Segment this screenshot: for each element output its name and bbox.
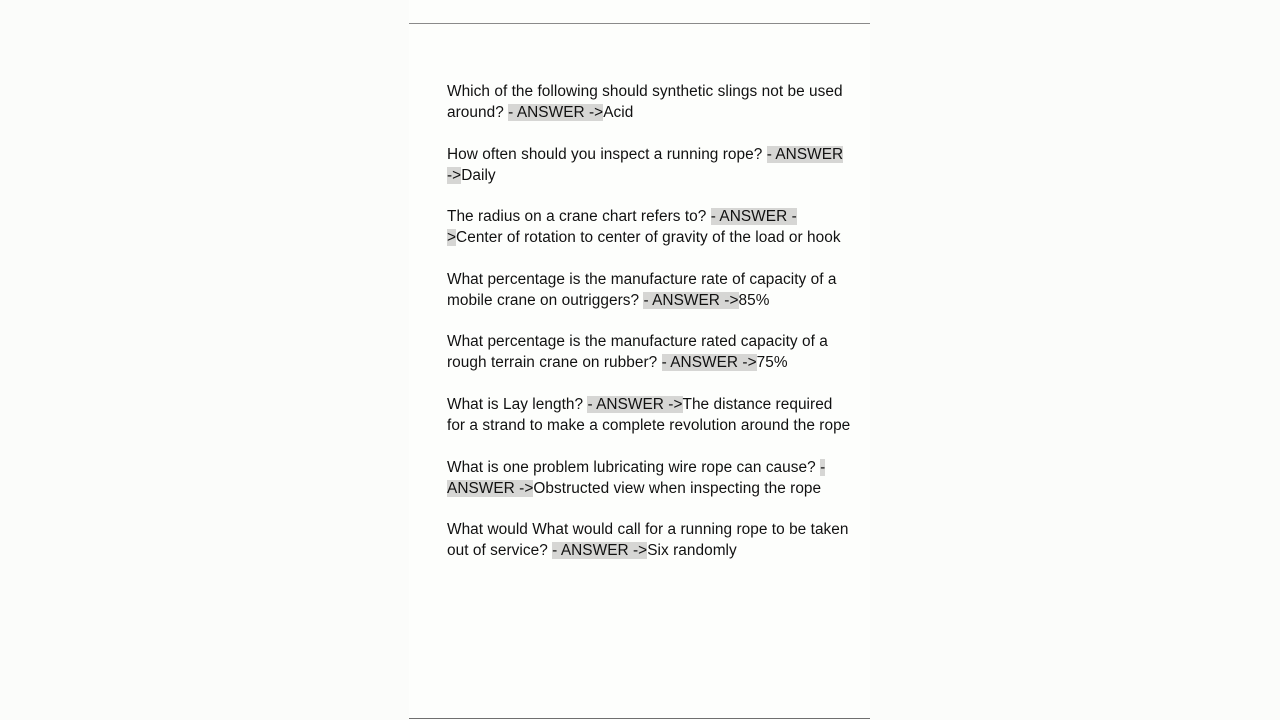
qa-item	[447, 520, 852, 562]
answer-marker: - ANSWER ->	[447, 208, 797, 247]
answer-text: Obstructed view when inspecting the rope	[533, 479, 822, 497]
answer-text: Center of rotation to center of gravity of the load or hook	[456, 229, 841, 247]
qa-item	[447, 332, 852, 374]
page-bottom-divider	[409, 718, 870, 719]
answer-marker: - ANSWER ->	[643, 291, 739, 309]
question-text: The radius on a crane chart refers to?	[447, 208, 711, 226]
answer-marker: - ANSWER ->	[661, 354, 757, 372]
answer-text: Six randomly	[647, 542, 737, 560]
question-text: Which of the following should synthetic slings not be used around?	[447, 83, 843, 121]
qa-item	[447, 395, 852, 437]
answer-marker: - ANSWER ->	[447, 458, 826, 497]
qa-item	[447, 458, 852, 500]
page-top-divider	[409, 23, 870, 24]
question-text: What would What would call for a running rope to be taken out of service?	[447, 521, 849, 560]
answer-marker: - ANSWER ->	[508, 103, 604, 121]
answer-text: Daily	[461, 166, 496, 184]
answer-text: 75%	[756, 354, 788, 372]
question-text: What is one problem lubricating wire rope can cause?	[447, 458, 821, 476]
question-text: What percentage is the manufacture rate of capacity of a mobile crane on outriggers?	[447, 270, 837, 309]
answer-text: The distance required for a strand to make a complete revolution around the rope	[447, 396, 851, 434]
qa-item	[447, 82, 852, 124]
answer-marker: - ANSWER ->	[447, 145, 844, 184]
qa-item	[447, 270, 852, 312]
question-text: What percentage is the manufacture rated capacity of a rough terrain crane on rubber?	[447, 333, 828, 372]
question-text: How often should you inspect a running rope?	[447, 145, 767, 163]
qa-item	[447, 145, 852, 187]
answer-marker: - ANSWER ->	[552, 542, 648, 560]
qa-list	[447, 82, 852, 583]
question-text: What is Lay length?	[447, 396, 588, 414]
answer-marker: - ANSWER ->	[587, 396, 683, 414]
answer-text: Acid	[603, 103, 634, 121]
qa-item	[447, 207, 852, 249]
answer-text: 85%	[738, 291, 770, 309]
